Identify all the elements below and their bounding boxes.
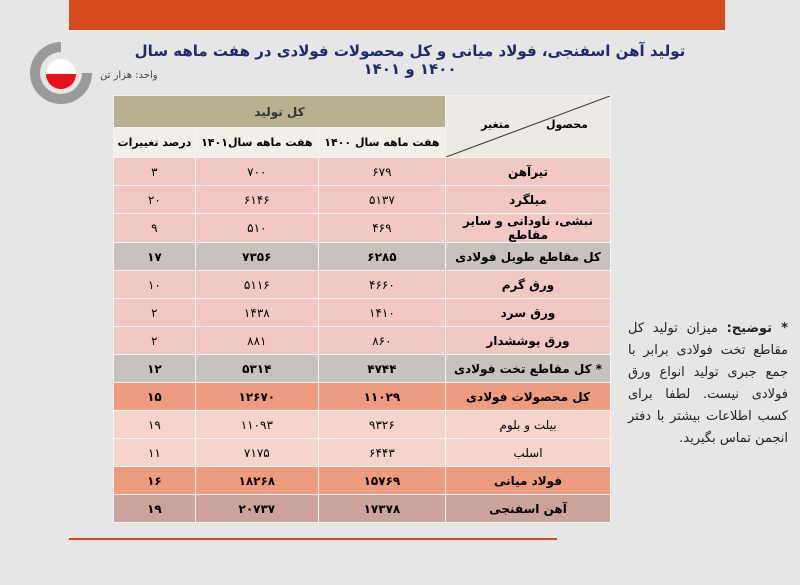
value-1401: ۷۱۷۵ bbox=[195, 439, 318, 467]
total-production-header: کل تولید bbox=[114, 96, 446, 128]
footnote-text: میزان تولید کل مقاطع تخت فولادی برابر با جمع جبری تولید انواع ورق فولادی نیست. لطفا برای کسب اطلاعات بیشتر با دفتر انجمن تماس بگیرید. bbox=[628, 321, 788, 446]
value-1401: ۵۱۱۶ bbox=[195, 271, 318, 299]
page-title: تولید آهن اسفنجی، فولاد میانی و کل محصولات فولادی در هفت ماهه سال ۱۴۰۰ و ۱۴۰۱ bbox=[134, 42, 686, 78]
association-logo-icon bbox=[26, 38, 96, 108]
table-row bbox=[114, 299, 611, 327]
bottom-accent-line bbox=[69, 538, 557, 540]
corner-header bbox=[446, 96, 611, 158]
table-row bbox=[114, 158, 611, 186]
change-percent: ۱۱ bbox=[114, 439, 196, 467]
table-row bbox=[114, 383, 611, 411]
table-row bbox=[114, 186, 611, 214]
row-name: فولاد میانی bbox=[446, 467, 611, 495]
row-name: * کل مقاطع تخت فولادی bbox=[446, 355, 611, 383]
change-percent: ۱۵ bbox=[114, 383, 196, 411]
value-1400: ۱۷۳۷۸ bbox=[318, 495, 445, 523]
table-row bbox=[114, 327, 611, 355]
value-1400: ۵۱۳۷ bbox=[318, 186, 445, 214]
row-name: کل محصولات فولادی bbox=[446, 383, 611, 411]
change-percent: ۱۰ bbox=[114, 271, 196, 299]
value-1401: ۱۴۳۸ bbox=[195, 299, 318, 327]
change-percent: ۱۹ bbox=[114, 495, 196, 523]
value-1400: ۴۶۹ bbox=[318, 214, 445, 243]
value-1400: ۱۵۷۶۹ bbox=[318, 467, 445, 495]
row-name: آهن اسفنجی bbox=[446, 495, 611, 523]
value-1401: ۱۸۲۶۸ bbox=[195, 467, 318, 495]
value-1401: ۷۰۰ bbox=[195, 158, 318, 186]
col-1400: هفت ماهه سال ۱۴۰۰ bbox=[318, 128, 445, 158]
table-row bbox=[114, 355, 611, 383]
row-name: بیلت و بلوم bbox=[446, 411, 611, 439]
footnote-label: * توضیح: bbox=[726, 321, 788, 336]
value-1401: ۵۱۰ bbox=[195, 214, 318, 243]
col-1401: هفت ماهه سال۱۴۰۱ bbox=[195, 128, 318, 158]
row-name: اسلب bbox=[446, 439, 611, 467]
value-1400: ۶۷۹ bbox=[318, 158, 445, 186]
value-1400: ۱۱۰۲۹ bbox=[318, 383, 445, 411]
unit-label: واحد: هزار تن bbox=[100, 70, 158, 81]
value-1400: ۴۶۶۰ bbox=[318, 271, 445, 299]
change-percent: ۱۲ bbox=[114, 355, 196, 383]
value-1401: ۲۰۷۳۷ bbox=[195, 495, 318, 523]
table-row bbox=[114, 439, 611, 467]
row-name: ورق سرد bbox=[446, 299, 611, 327]
top-accent-bar bbox=[69, 0, 725, 30]
table-row bbox=[114, 271, 611, 299]
value-1400: ۸۶۰ bbox=[318, 327, 445, 355]
change-percent: ۱۹ bbox=[114, 411, 196, 439]
row-name: نبشی، ناودانی و سایر مقاطع bbox=[446, 214, 611, 243]
variable-label: متغیر bbox=[481, 118, 510, 131]
table-row bbox=[114, 214, 611, 243]
change-percent: ۲ bbox=[114, 299, 196, 327]
value-1400: ۹۳۲۶ bbox=[318, 411, 445, 439]
change-percent: ۲ bbox=[114, 327, 196, 355]
table-row bbox=[114, 411, 611, 439]
value-1400: ۱۴۱۰ bbox=[318, 299, 445, 327]
change-percent: ۱۶ bbox=[114, 467, 196, 495]
value-1401: ۵۳۱۴ bbox=[195, 355, 318, 383]
change-percent: ۹ bbox=[114, 214, 196, 243]
change-percent: ۲۰ bbox=[114, 186, 196, 214]
value-1401: ۶۱۴۶ bbox=[195, 186, 318, 214]
value-1401: ۸۸۱ bbox=[195, 327, 318, 355]
value-1400: ۶۴۴۳ bbox=[318, 439, 445, 467]
value-1400: ۴۷۴۴ bbox=[318, 355, 445, 383]
footnote bbox=[628, 318, 788, 450]
row-name: میلگرد bbox=[446, 186, 611, 214]
row-name: کل مقاطع طویل فولادی bbox=[446, 243, 611, 271]
table-row bbox=[114, 243, 611, 271]
col-change: درصد تغییرات bbox=[114, 128, 196, 158]
value-1400: ۶۲۸۵ bbox=[318, 243, 445, 271]
change-percent: ۳ bbox=[114, 158, 196, 186]
row-name: ورق پوششدار bbox=[446, 327, 611, 355]
production-table bbox=[113, 95, 611, 523]
value-1401: ۱۲۶۷۰ bbox=[195, 383, 318, 411]
product-label: محصول bbox=[545, 118, 588, 131]
table-row bbox=[114, 495, 611, 523]
change-percent: ۱۷ bbox=[114, 243, 196, 271]
row-name: ورق گرم bbox=[446, 271, 611, 299]
value-1401: ۱۱۰۹۳ bbox=[195, 411, 318, 439]
table-row bbox=[114, 467, 611, 495]
row-name: تیرآهن bbox=[446, 158, 611, 186]
value-1401: ۷۳۵۶ bbox=[195, 243, 318, 271]
